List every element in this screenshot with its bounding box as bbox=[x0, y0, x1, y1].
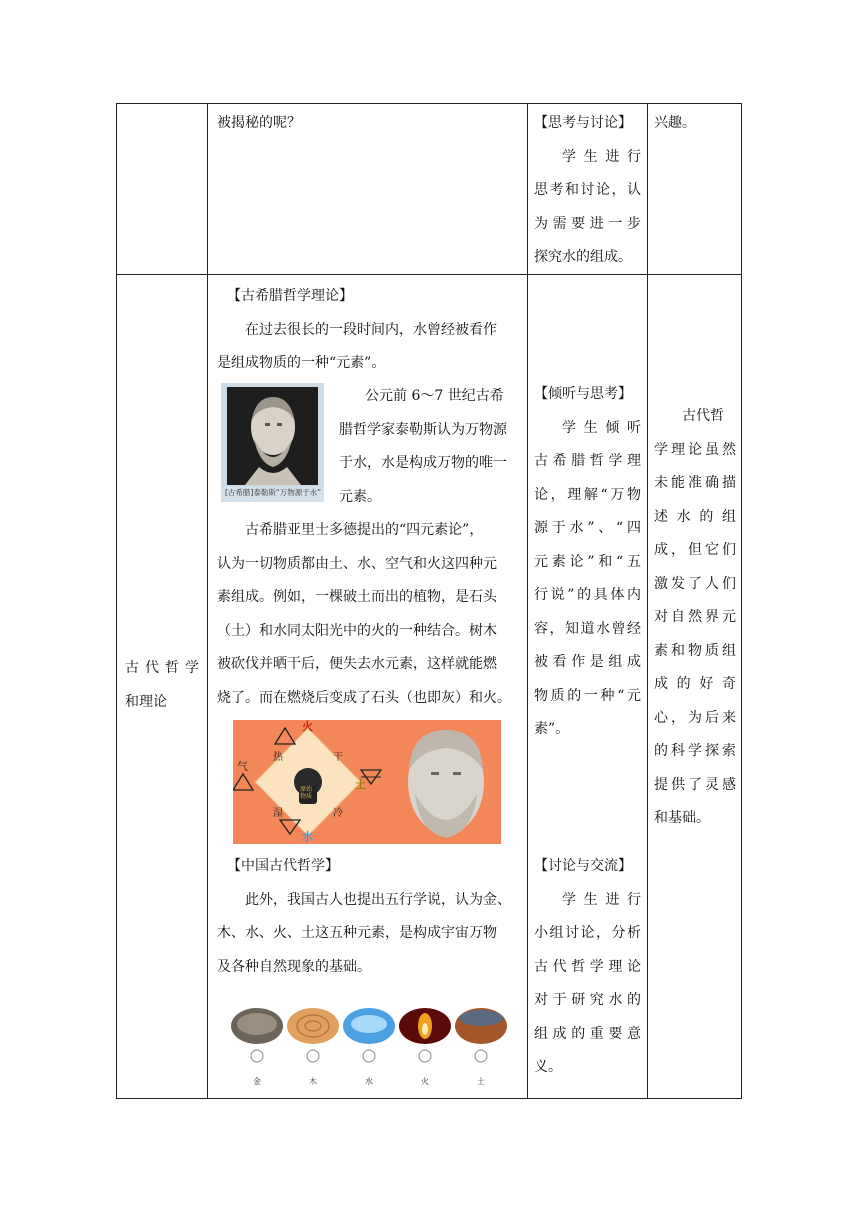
intent-line: 和基础。 bbox=[654, 810, 710, 826]
activity-line: 学 生 进 行 bbox=[562, 148, 641, 165]
intent-line: 述 水 的 组 bbox=[654, 508, 736, 525]
greek-para2-line: 烧了。而在燃烧后变成了石头（也即灰）和火。 bbox=[217, 689, 511, 706]
china-para-line: 木、水、火、土这五种元素，是构成宇宙万物 bbox=[217, 925, 497, 941]
five-elements-graphic bbox=[227, 1004, 513, 1064]
element-fire-label: 火 bbox=[421, 1077, 429, 1086]
student-activity-1 bbox=[534, 378, 641, 747]
thales-caption: [古希腊]泰勒斯“万物源于水” bbox=[225, 488, 322, 497]
thales-line: 元素。 bbox=[339, 488, 381, 505]
thales-text bbox=[339, 380, 521, 514]
row1-content-cell bbox=[217, 107, 517, 141]
greek-block-top bbox=[217, 280, 519, 381]
intent-line: 成，但它们 bbox=[654, 542, 736, 558]
greek-para1-line: 在过去很长的一段时间内，水曾经被看作 bbox=[245, 321, 497, 338]
intent-line: 激发了人们 bbox=[654, 575, 736, 592]
activity-line: 古 希 腊 哲 学 理 bbox=[534, 453, 641, 469]
china-block bbox=[217, 850, 519, 984]
activity-line: 物质的一种“元 bbox=[534, 687, 641, 704]
activity-line: 组 成 的 重 要 意 bbox=[534, 1025, 641, 1042]
element-wood-label: 木 bbox=[309, 1077, 317, 1086]
lesson-table bbox=[116, 103, 742, 1099]
thales-line: 公元前 6～7 世纪古希 bbox=[365, 388, 504, 404]
china-heading: 【中国古代哲学】 bbox=[227, 858, 339, 874]
element-earth-label: 土 bbox=[477, 1077, 485, 1086]
activity-line: 素”。 bbox=[534, 721, 570, 737]
intent-line: 未能准确描 bbox=[654, 475, 736, 491]
intent-line: 古代哲 bbox=[682, 408, 724, 424]
greek-para2-line: （土）和水同太阳光中的火的一种结合。树木 bbox=[217, 622, 497, 639]
stage-line: 古 代 哲 学 bbox=[125, 660, 199, 676]
greek-para2-line: 素组成。例如，一棵破土而出的植物，是石头 bbox=[217, 589, 497, 605]
wet-label: 湿 bbox=[273, 808, 283, 819]
stage-line: 和理论 bbox=[125, 693, 167, 710]
thales-portrait bbox=[221, 383, 324, 502]
greek-para2-line: 被砍伐并晒干后，便失去水元素，这样就能燃 bbox=[217, 656, 497, 672]
column-divider bbox=[647, 104, 648, 1098]
dry-label: 干 bbox=[333, 752, 343, 763]
activity-line: 源于水”、“四 bbox=[534, 520, 641, 536]
activity-line: 论，理解“万物 bbox=[534, 486, 641, 503]
earth-label: 土 bbox=[355, 778, 366, 791]
greek-para2-line: 认为一切物质都由土、水、空气和火这四种元 bbox=[217, 555, 497, 572]
activity-heading: 【讨论与交流】 bbox=[534, 858, 632, 874]
intent-line: 成 的 好 奇 bbox=[654, 676, 736, 692]
row1-student-cell bbox=[534, 107, 641, 275]
activity-line: 小组讨论，分析 bbox=[534, 925, 641, 941]
element-water-label: 水 bbox=[365, 1077, 373, 1086]
activity-line: 为需要进一步 bbox=[534, 215, 641, 232]
intent-line: 对自然界元 bbox=[654, 609, 736, 625]
activity-heading: 【倾听与思考】 bbox=[534, 386, 632, 402]
design-intent-cell bbox=[654, 400, 736, 836]
air-label: 气 bbox=[237, 760, 248, 773]
five-elements-strip bbox=[227, 1004, 513, 1092]
bust-icon bbox=[221, 383, 324, 487]
content-text: 被揭秘的呢？ bbox=[217, 115, 301, 131]
activity-heading: 【思考与讨论】 bbox=[534, 115, 632, 131]
china-para-line: 及各种自然现象的基础。 bbox=[217, 958, 371, 975]
greek-para2 bbox=[217, 514, 519, 715]
activity-line: 古 代 哲 学 理 论 bbox=[534, 958, 641, 975]
thales-line: 腊哲学家泰勒斯认为万物源 bbox=[339, 421, 507, 438]
hot-label: 热 bbox=[273, 752, 283, 763]
element-metal-label: 金 bbox=[253, 1077, 261, 1086]
intent-line: 学理论虽然 bbox=[654, 441, 736, 458]
activity-line: 对 于 研 究 水 的 bbox=[534, 992, 641, 1008]
activity-line: 容，知道水曾经 bbox=[534, 620, 641, 637]
intent-line: 提供了灵感 bbox=[654, 776, 736, 793]
intent-text: 兴趣。 bbox=[654, 115, 696, 131]
activity-line: 学 生 倾 听 bbox=[562, 419, 641, 436]
greek-para1-line: 是组成物质的一种“元素”。 bbox=[217, 355, 386, 371]
intent-line: 心，为后来 bbox=[654, 709, 736, 726]
fire-label: 火 bbox=[302, 720, 313, 733]
column-divider bbox=[207, 104, 208, 1098]
student-activity-2 bbox=[534, 850, 641, 1085]
column-divider bbox=[527, 104, 528, 1098]
four-elements-diagram bbox=[233, 720, 501, 844]
activity-line: 元素论”和“五 bbox=[534, 553, 641, 570]
activity-line: 探究水的组成。 bbox=[534, 249, 632, 265]
activity-line: 被 看 作 是 组 成 bbox=[534, 654, 641, 670]
greek-para2-line: 古希腊亚里士多德提出的“四元素论”， bbox=[245, 522, 484, 538]
activity-line: 思考和讨论，认 bbox=[534, 182, 641, 198]
row1-intent-cell bbox=[654, 107, 736, 141]
intent-line: 素和物质组 bbox=[654, 642, 736, 659]
greek-heading: 【古希腊哲学理论】 bbox=[227, 288, 353, 304]
china-para-line: 此外，我国古人也提出五行学说，认为金、 bbox=[245, 891, 511, 908]
center-label: 原始物质 bbox=[300, 786, 313, 800]
activity-line: 行说”的具体内 bbox=[534, 587, 641, 603]
cold-label: 冷 bbox=[333, 808, 343, 819]
stage-cell bbox=[125, 652, 199, 719]
water-label: 水 bbox=[302, 830, 313, 843]
thales-line: 于水，水是构成万物的唯一 bbox=[339, 455, 507, 471]
row-divider bbox=[117, 274, 741, 275]
four-elements-graphic bbox=[233, 720, 501, 844]
intent-line: 的科学探索 bbox=[654, 743, 736, 759]
activity-line: 学 生 进 行 bbox=[562, 891, 641, 908]
activity-line: 义。 bbox=[534, 1059, 562, 1075]
